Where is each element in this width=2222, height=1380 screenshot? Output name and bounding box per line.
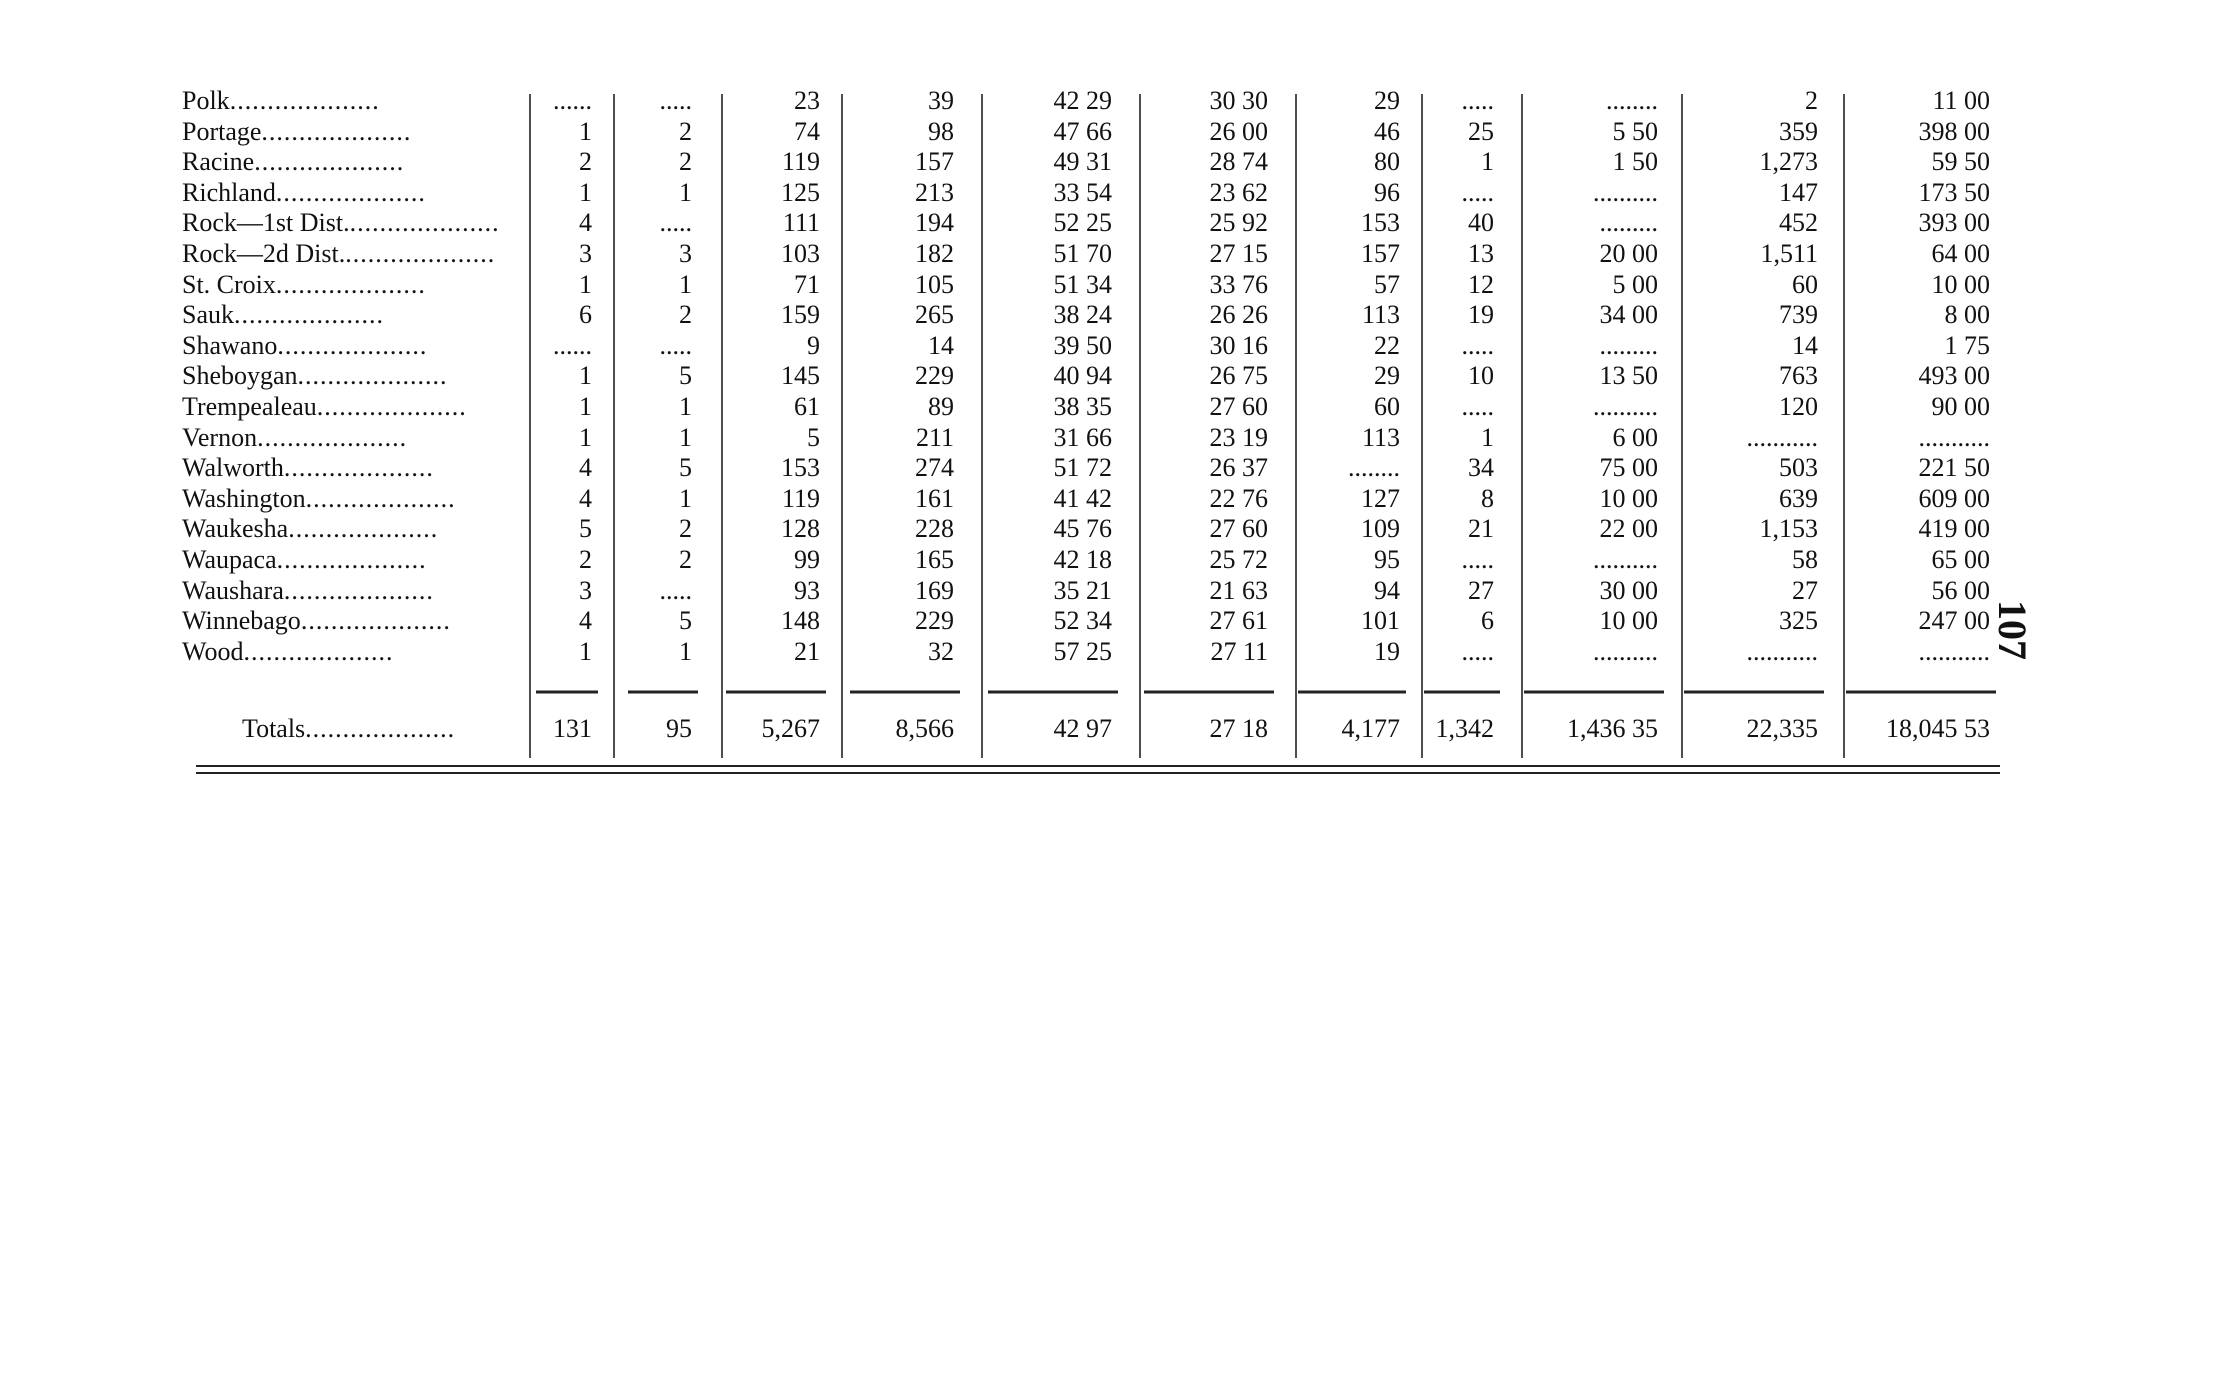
county-name: Trempealeau....................: [182, 392, 467, 421]
table-cell: 21 63: [1209, 575, 1268, 605]
totals-label: Totals....................: [242, 714, 456, 743]
table-cell: 182: [915, 239, 954, 268]
table-cell: 52 34: [1053, 606, 1112, 636]
table-cell: 22: [1374, 330, 1400, 360]
table-cell: 57: [1374, 269, 1400, 299]
table-cell: 2: [679, 514, 692, 544]
dot-leader: ....................: [229, 86, 380, 115]
dot-leader: ....................: [283, 453, 434, 483]
table-cell: 27 11: [1210, 636, 1268, 666]
table-cell: 26 00: [1209, 116, 1268, 146]
table-cell: 27 15: [1209, 239, 1268, 268]
table-cell: 96: [1374, 177, 1400, 207]
county-name: Rock—2d Dist.....................: [182, 239, 496, 268]
table-row: [182, 545, 2000, 575]
table-cell: 45 76: [1053, 514, 1112, 544]
table-cell: .....: [1461, 177, 1494, 207]
table-cell: 64 00: [1931, 239, 1990, 268]
table-cell: 1 50: [1612, 147, 1658, 177]
table-cell: 18,045 53: [1886, 714, 1990, 743]
table-cell: .....: [1461, 392, 1494, 421]
table-cell: 27 18: [1209, 714, 1268, 743]
county-name: Shawano....................: [182, 330, 428, 360]
table-cell: 1: [579, 116, 592, 146]
table-cell: 1,511: [1760, 239, 1818, 268]
table-cell: ......: [553, 330, 592, 360]
table-cell: 34: [1468, 453, 1494, 483]
table-cell: 1 75: [1944, 330, 1990, 360]
table-cell: 27: [1468, 575, 1494, 605]
dot-leader: ....................: [305, 714, 456, 743]
table-cell: 109: [1361, 514, 1400, 544]
dot-leader: ....................: [243, 636, 394, 666]
table-cell: 93: [794, 575, 820, 605]
table-cell: 4: [579, 483, 592, 513]
table-row: [182, 208, 2000, 238]
table-cell: 99: [794, 545, 820, 574]
page-number: 107: [1990, 600, 2035, 660]
dot-leader: ....................: [288, 514, 439, 544]
table-cell: 169: [915, 575, 954, 605]
table-cell: 52 25: [1053, 208, 1112, 238]
table-cell: 10 00: [1931, 269, 1990, 299]
table-cell: 2: [579, 545, 592, 574]
table-cell: 1: [579, 636, 592, 666]
county-name: Portage....................: [182, 116, 412, 146]
table-cell: 51 34: [1053, 269, 1112, 299]
table-cell: 59 50: [1931, 147, 1990, 177]
table-cell: 145: [781, 361, 820, 391]
table-cell: 30 30: [1209, 86, 1268, 115]
dot-leader: ....................: [257, 422, 408, 452]
table-cell: 10: [1468, 361, 1494, 391]
table-cell: 265: [915, 300, 954, 330]
table-cell: 159: [781, 300, 820, 330]
table-cell: 4: [579, 208, 592, 238]
table-cell: 763: [1779, 361, 1818, 391]
dot-leader: ....................: [275, 177, 426, 207]
table-cell: 1,273: [1759, 147, 1818, 177]
table-cell: 46: [1374, 116, 1400, 146]
table-cell: 40: [1468, 208, 1494, 238]
table-cell: 5: [679, 606, 692, 636]
table-cell: 157: [915, 147, 954, 177]
table-row: [182, 576, 2000, 606]
dot-leader: ....................: [276, 545, 427, 574]
table-cell: 213: [915, 177, 954, 207]
table-cell: 5 00: [1612, 269, 1658, 299]
table-cell: 452: [1779, 208, 1818, 238]
county-name: Sauk....................: [182, 300, 384, 330]
table-cell: 12: [1468, 269, 1494, 299]
table-cell: 49 31: [1053, 147, 1112, 177]
table-row: [182, 300, 2000, 330]
dot-leader: ....................: [261, 116, 412, 146]
table-cell: 23 62: [1209, 177, 1268, 207]
table-cell: 98: [928, 116, 954, 146]
table-row: [182, 637, 2000, 667]
table-cell: 211: [915, 422, 954, 452]
table-cell: 113: [1361, 300, 1400, 330]
table-row: [182, 178, 2000, 208]
table-cell: .....: [659, 330, 692, 360]
table-cell: 19: [1468, 300, 1494, 330]
table-cell: 274: [915, 453, 954, 483]
table-cell: ...........: [1918, 636, 1990, 666]
table-cell: 148: [781, 606, 820, 636]
table-row: [182, 86, 2000, 116]
table-row: [182, 117, 2000, 147]
table-cell: 229: [915, 606, 954, 636]
table-cell: 173 50: [1918, 177, 1990, 207]
table-row: [182, 514, 2000, 544]
table-cell: 1: [679, 269, 692, 299]
table-cell: 359: [1779, 116, 1818, 146]
table-cell: 103: [781, 239, 820, 268]
dot-leader: ....................: [316, 392, 467, 421]
table-row: [182, 484, 2000, 514]
table-cell: 503: [1779, 453, 1818, 483]
table-cell: ..........: [1593, 177, 1658, 207]
table-cell: 1: [679, 177, 692, 207]
table-cell: 33 54: [1053, 177, 1112, 207]
table-cell: ......: [553, 86, 592, 115]
table-cell: 13 50: [1599, 361, 1658, 391]
table-cell: 153: [1361, 208, 1400, 238]
table-cell: 13: [1468, 239, 1494, 268]
table-cell: 29: [1374, 86, 1400, 115]
table-cell: 39: [928, 86, 954, 115]
table-cell: 29: [1374, 361, 1400, 391]
table-cell: .....: [659, 208, 692, 238]
table-cell: 32: [928, 636, 954, 666]
table-cell: 38 24: [1053, 300, 1112, 330]
table-cell: 56 00: [1931, 575, 1990, 605]
table-cell: 25: [1468, 116, 1494, 146]
table-cell: 125: [781, 177, 820, 207]
table-cell: 33 76: [1209, 269, 1268, 299]
county-name: Sheboygan....................: [182, 361, 448, 391]
county-name: Walworth....................: [182, 453, 434, 483]
table-cell: 157: [1361, 239, 1400, 268]
table-cell: 80: [1374, 147, 1400, 177]
table-cell: 65 00: [1931, 545, 1990, 574]
table-row: [182, 331, 2000, 361]
table-cell: 6 00: [1612, 422, 1658, 452]
table-cell: 23 19: [1209, 422, 1268, 452]
table-cell: 27 61: [1209, 606, 1268, 636]
table-row: [182, 453, 2000, 483]
table-cell: 95: [1374, 545, 1400, 574]
table-row: [182, 147, 2000, 177]
table-cell: 2: [679, 545, 692, 574]
dot-leader: ....................: [275, 269, 426, 299]
table-cell: 61: [794, 392, 820, 421]
table-cell: 1: [579, 177, 592, 207]
table-cell: 22 00: [1599, 514, 1658, 544]
county-statistics-table: [182, 86, 2000, 798]
dot-leader: ....................: [300, 606, 451, 636]
table-row: [182, 239, 2000, 269]
table-cell: 128: [781, 514, 820, 544]
table-cell: 1,342: [1435, 714, 1494, 743]
table-cell: 2: [679, 300, 692, 330]
table-cell: ..........: [1593, 392, 1658, 421]
table-cell: 1: [679, 483, 692, 513]
table-cell: 38 35: [1053, 392, 1112, 421]
table-cell: 42 97: [1053, 714, 1112, 743]
county-name: Winnebago....................: [182, 606, 451, 636]
table-cell: 739: [1779, 300, 1818, 330]
table-cell: 58: [1792, 545, 1818, 574]
table-cell: 120: [1779, 392, 1818, 421]
table-cell: 105: [915, 269, 954, 299]
county-name: St. Croix....................: [182, 269, 426, 299]
table-cell: 1: [1481, 147, 1494, 177]
table-cell: 34 00: [1599, 300, 1658, 330]
table-row: [182, 606, 2000, 636]
totals-row: [182, 714, 2000, 744]
table-cell: 1,153: [1759, 514, 1818, 544]
table-cell: 9: [807, 330, 820, 360]
table-cell: 5 50: [1612, 116, 1658, 146]
table-cell: 1,436 35: [1567, 714, 1658, 743]
county-name: Racine....................: [182, 147, 405, 177]
table-cell: 119: [781, 483, 820, 513]
table-cell: 2: [679, 147, 692, 177]
table-cell: 127: [1361, 483, 1400, 513]
table-cell: 1: [579, 269, 592, 299]
table-cell: 4: [579, 453, 592, 483]
table-cell: 6: [579, 300, 592, 330]
dot-leader: ....................: [254, 147, 405, 177]
table-cell: 229: [915, 361, 954, 391]
dot-leader: ....................: [283, 575, 434, 605]
table-cell: 5: [807, 422, 820, 452]
table-cell: 113: [1361, 422, 1400, 452]
dot-leader: ....................: [234, 300, 384, 330]
table-cell: ...........: [1918, 422, 1990, 452]
table-cell: 39 50: [1053, 330, 1112, 360]
table-cell: .....: [1461, 545, 1494, 574]
dot-leader: ....................: [349, 208, 500, 238]
county-name: Polk....................: [182, 86, 380, 115]
table-cell: 94: [1374, 575, 1400, 605]
table-cell: 22,335: [1746, 714, 1818, 743]
table-cell: ........: [1348, 453, 1400, 483]
table-cell: 42 18: [1053, 545, 1112, 574]
table-cell: 31 66: [1053, 422, 1112, 452]
table-cell: 639: [1779, 483, 1818, 513]
table-cell: 35 21: [1053, 575, 1112, 605]
table-cell: 25 72: [1209, 545, 1268, 574]
table-cell: 5: [579, 514, 592, 544]
table-cell: 2: [1805, 86, 1818, 115]
table-cell: 5: [679, 361, 692, 391]
dot-leader: ....................: [305, 483, 456, 513]
table-cell: 30 00: [1599, 575, 1658, 605]
table-cell: 147: [1779, 177, 1818, 207]
table-row: [182, 423, 2000, 453]
table-cell: .........: [1599, 208, 1658, 238]
county-name: Wood....................: [182, 636, 394, 666]
table-cell: 28 74: [1209, 147, 1268, 177]
table-cell: 119: [781, 147, 820, 177]
table-cell: 23: [794, 86, 820, 115]
county-name: Waushara....................: [182, 575, 434, 605]
table-cell: 3: [679, 239, 692, 268]
table-cell: 4,177: [1341, 714, 1400, 743]
table-cell: 393 00: [1918, 208, 1990, 238]
table-cell: 1: [679, 636, 692, 666]
table-cell: 4: [579, 606, 592, 636]
dot-leader: ....................: [277, 330, 428, 360]
table-cell: 6: [1481, 606, 1494, 636]
table-cell: 22 76: [1209, 483, 1268, 513]
table-cell: 51 70: [1053, 239, 1112, 268]
table-cell: .....: [659, 86, 692, 115]
dot-leader: ....................: [297, 361, 448, 391]
table-cell: 1: [1481, 422, 1494, 452]
table-cell: 30 16: [1209, 330, 1268, 360]
table-cell: 1: [579, 392, 592, 421]
table-cell: .....: [1461, 636, 1494, 666]
table-cell: 153: [781, 453, 820, 483]
table-cell: 26 37: [1209, 453, 1268, 483]
table-cell: 27: [1792, 575, 1818, 605]
table-cell: 47 66: [1053, 116, 1112, 146]
table-cell: 398 00: [1918, 116, 1990, 146]
table-cell: 75 00: [1599, 453, 1658, 483]
table-cell: 25 92: [1209, 208, 1268, 238]
table-cell: 26 75: [1209, 361, 1268, 391]
table-cell: 1: [679, 392, 692, 421]
table-cell: .........: [1599, 330, 1658, 360]
table-cell: .....: [1461, 330, 1494, 360]
table-cell: 14: [928, 330, 954, 360]
table-cell: 221 50: [1918, 453, 1990, 483]
table-cell: ..........: [1593, 545, 1658, 574]
county-name: Richland....................: [182, 177, 426, 207]
table-cell: 8,566: [895, 714, 954, 743]
county-name: Washington....................: [182, 483, 456, 513]
table-cell: 89: [928, 392, 954, 421]
table-cell: 60: [1792, 269, 1818, 299]
table-cell: 71: [794, 269, 820, 299]
table-cell: 90 00: [1931, 392, 1990, 421]
dot-leader: ....................: [345, 239, 496, 268]
table-row: [182, 361, 2000, 391]
table-cell: 51 72: [1053, 453, 1112, 483]
table-cell: 2: [679, 116, 692, 146]
county-name: Waukesha....................: [182, 514, 439, 544]
table-cell: 1: [579, 422, 592, 452]
table-cell: 8 00: [1944, 300, 1990, 330]
table-cell: 27 60: [1209, 392, 1268, 421]
table-cell: 5: [679, 453, 692, 483]
table-cell: 493 00: [1918, 361, 1990, 391]
table-cell: 42 29: [1053, 86, 1112, 115]
table-cell: 3: [579, 575, 592, 605]
table-cell: 609 00: [1918, 483, 1990, 513]
table-cell: 194: [915, 208, 954, 238]
table-cell: 27 60: [1209, 514, 1268, 544]
table-cell: 5,267: [761, 714, 820, 743]
table-cell: 325: [1779, 606, 1818, 636]
table-cell: 60: [1374, 392, 1400, 421]
county-name: Vernon....................: [182, 422, 408, 452]
table-cell: ...........: [1746, 636, 1818, 666]
table-cell: 57 25: [1053, 636, 1112, 666]
table-cell: 11 00: [1932, 86, 1990, 115]
table-cell: 8: [1481, 483, 1494, 513]
table-cell: 20 00: [1599, 239, 1658, 268]
table-cell: 95: [666, 714, 692, 743]
table-cell: ..........: [1593, 636, 1658, 666]
table-cell: 26 26: [1209, 300, 1268, 330]
table-cell: 19: [1374, 636, 1400, 666]
table-cell: 101: [1361, 606, 1400, 636]
table-cell: 1: [579, 361, 592, 391]
table-cell: 161: [915, 483, 954, 513]
table-cell: 14: [1792, 330, 1818, 360]
table-cell: 3: [579, 239, 592, 268]
table-cell: ........: [1606, 86, 1658, 115]
table-row: [182, 392, 2000, 422]
table-cell: 228: [915, 514, 954, 544]
table-cell: 111: [782, 208, 820, 238]
table-cell: 10 00: [1599, 606, 1658, 636]
table-cell: 74: [794, 116, 820, 146]
table-cell: ...........: [1746, 422, 1818, 452]
table-cell: .....: [659, 575, 692, 605]
table-cell: 1: [679, 422, 692, 452]
table-cell: 247 00: [1918, 606, 1990, 636]
table-cell: 165: [915, 545, 954, 574]
county-name: Waupaca....................: [182, 545, 427, 574]
table-cell: 21: [794, 636, 820, 666]
table-cell: 419 00: [1918, 514, 1990, 544]
table-cell: .....: [1461, 86, 1494, 115]
table-cell: 10 00: [1599, 483, 1658, 513]
table-cell: 41 42: [1053, 483, 1112, 513]
table-cell: 2: [579, 147, 592, 177]
table-cell: 21: [1468, 514, 1494, 544]
table-cell: 40 94: [1053, 361, 1112, 391]
table-row: [182, 270, 2000, 300]
table-cell: 131: [553, 714, 592, 743]
county-name: Rock—1st Dist.....................: [182, 208, 500, 238]
